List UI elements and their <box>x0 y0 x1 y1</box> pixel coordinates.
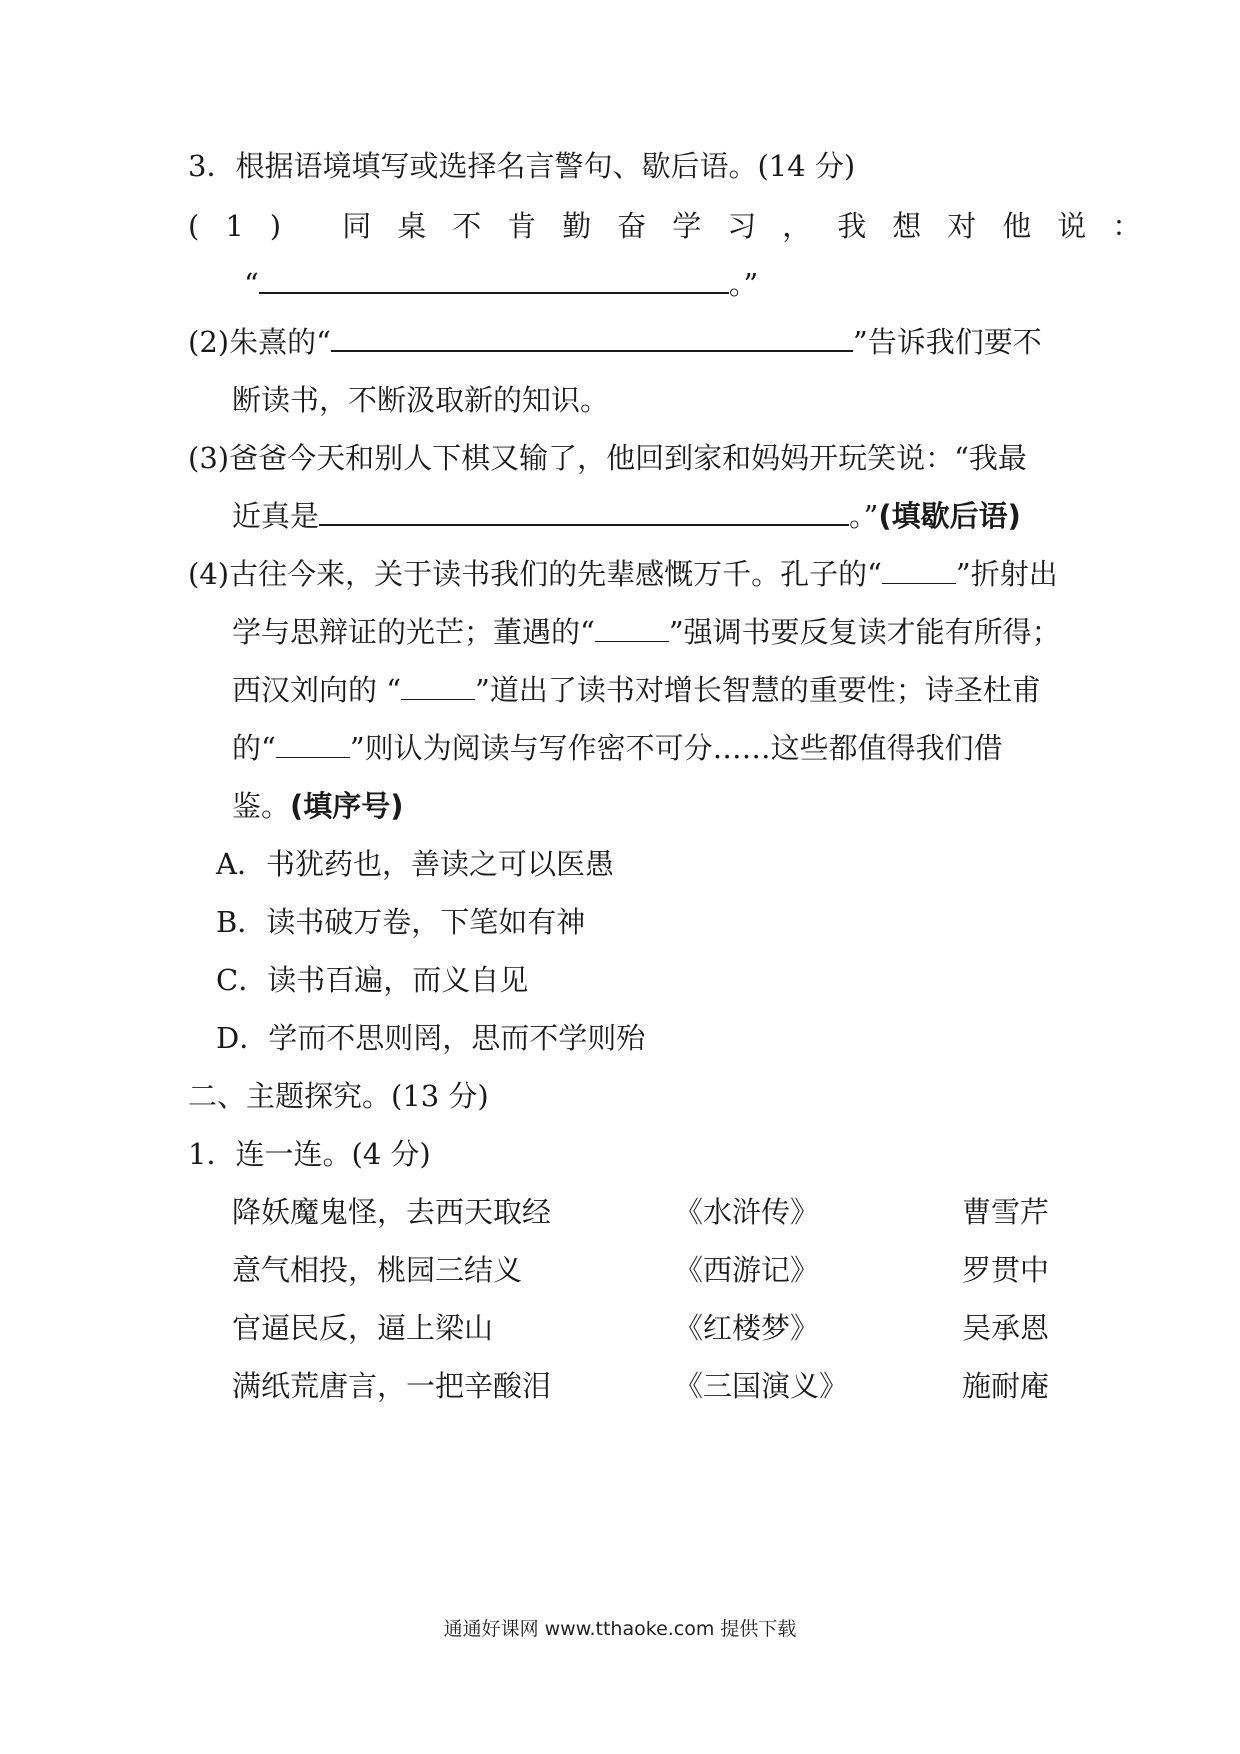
q3-p4-line2 <box>232 612 1061 652</box>
q3-p4-blank-3[interactable] <box>401 673 475 700</box>
q3-p3-prefix: 近真是 <box>232 499 320 533</box>
q3-p4-line5 <box>232 786 404 826</box>
option-c: C．读书百遍，而义自见 <box>216 963 529 997</box>
q3-p4-blank-2[interactable] <box>595 615 669 642</box>
q3-p1-line1: (1) 同桌不肯勤奋学习，我想对他说： <box>188 209 1168 243</box>
q3-p4-l3-text-a: 西汉刘向的 “ <box>232 673 402 707</box>
q3-p4-l5-text: 鉴。 <box>232 789 291 823</box>
section2-title: 二、主题探究。(13 分) <box>188 1079 489 1113</box>
section2-q1-title: 1．连一连。(4 分) <box>188 1137 431 1171</box>
match-author[interactable]: 施耐庵 <box>962 1369 1050 1403</box>
q3-p4-blank-1[interactable] <box>882 557 956 584</box>
q3-p3-line1: (3)爸爸今天和别人下棋又输了，他回到家和妈妈开玩笑说：“我最 <box>188 441 1027 475</box>
q3-p4-note: (填序号) <box>290 789 404 823</box>
match-desc[interactable]: 官逼民反，逼上梁山 <box>232 1311 494 1345</box>
q3-p4-l3-text-b: ”道出了读书对增长智慧的重要性；诗圣杜甫 <box>475 673 1041 707</box>
q3-p2-suffix: ”告诉我们要不 <box>852 325 1042 359</box>
q3-p4-line3 <box>232 670 1041 710</box>
match-book[interactable]: 《红楼梦》 <box>674 1311 820 1345</box>
match-book[interactable]: 《三国演义》 <box>674 1369 849 1403</box>
q3-p3-suffix: 。” <box>849 499 879 533</box>
q3-p1-open-quote: “ <box>244 267 259 301</box>
q3-title: 3．根据语境填写或选择名言警句、歇后语。(14 分) <box>188 149 856 183</box>
match-desc[interactable]: 意气相投，桃园三结义 <box>232 1253 523 1287</box>
q3-p2-prefix: (2)朱熹的“ <box>188 325 331 359</box>
match-desc[interactable]: 降妖魔鬼怪，去西天取经 <box>232 1195 552 1229</box>
match-author[interactable]: 吴承恩 <box>962 1311 1050 1345</box>
q3-p4-blank-4[interactable] <box>276 731 350 758</box>
q3-p3-answer-blank[interactable] <box>319 498 849 526</box>
q3-p1-close: 。” <box>728 267 759 301</box>
footer-source: 通通好课网 www.tthaoke.com 提供下载 <box>443 1618 797 1640</box>
option-d: D．学而不思则罔，思而不学则殆 <box>216 1021 646 1055</box>
option-b: B．读书破万卷，下笔如有神 <box>216 905 586 939</box>
q3-p4-l4-text-a: 的“ <box>232 731 276 765</box>
q3-p4-line4 <box>232 728 1003 768</box>
q3-p2-answer-blank[interactable] <box>331 324 853 352</box>
q3-p4-line1 <box>188 554 1058 594</box>
q3-p3-line2 <box>232 496 1021 536</box>
q3-p4-l4-text-b: ”则认为阅读与写作密不可分……这些都值得我们借 <box>349 731 1003 765</box>
match-author[interactable]: 罗贯中 <box>962 1253 1050 1287</box>
match-desc[interactable]: 满纸荒唐言，一把辛酸泪 <box>232 1369 552 1403</box>
q3-p3-note: (填歇后语) <box>878 499 1021 533</box>
q3-p2-line2: 断读书，不断汲取新的知识。 <box>232 383 610 417</box>
match-book[interactable]: 《水浒传》 <box>674 1195 820 1229</box>
q3-p4-l2-text-a: 学与思辩证的光芒；董遇的“ <box>232 615 595 649</box>
match-book[interactable]: 《西游记》 <box>674 1253 820 1287</box>
q3-p4-l1-text-b: ”折射出 <box>955 557 1058 591</box>
q3-p4-l2-text-b: ”强调书要反复读才能有所得； <box>668 615 1061 649</box>
q3-p2-line1 <box>188 322 1042 362</box>
q3-p1-line2 <box>244 264 758 304</box>
match-author[interactable]: 曹雪芹 <box>962 1195 1050 1229</box>
q3-p1-answer-blank[interactable] <box>259 266 729 294</box>
q3-p4-l1-text-a: (4)古往今来，关于读书我们的先辈感慨万千。孔子的“ <box>188 557 882 591</box>
option-a: A．书犹药也，善读之可以医愚 <box>216 847 614 881</box>
